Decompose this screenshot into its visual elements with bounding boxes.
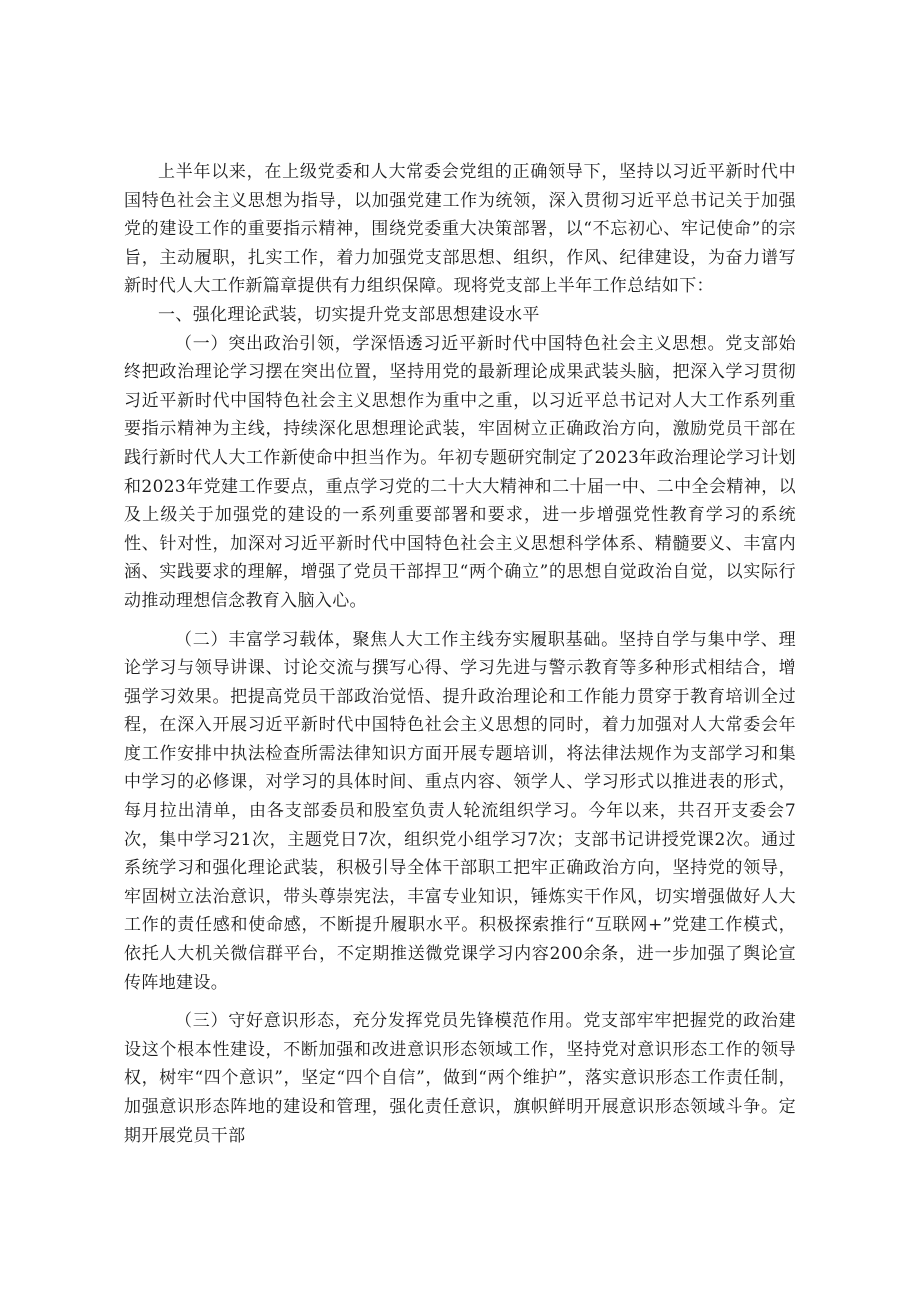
section-heading: 一、强化理论武装，切实提升党支部思想建设水平 (158, 304, 540, 325)
paragraph-2: （二）丰富学习载体，聚焦人大工作主线夯实履职基础。坚持自学与集中学、理论学习与领导讲课、讨论交流与撰写心得、学习先进与警示教育等多种形式相结合，增强学习效果。把提高党员干部政治觉悟、提升政治理论和工作能力贯穿于教育培训全过程，在深入开展习近平新时代中国特色社会主义思想的同时，着力加强对人大常委会年度工作安排中执法检查所需法律知识方面开展专题培训，将法律法规作为支部学习和集中学习的必修课，对学习的具体时间、重点内容、领学人、学习形式以推进表的形式，每月拉出清单，由各支部委员和股室负责人轮流组织学习。今年以来，共召开支委会7次，集中学习21次，主题党日7次，组织党小组学习7次；支部书记讲授党课2次。通过系统学习和强化理论武装，积极引导全体干部职工把牢正确政治方向，坚持党的领导，牢固树立法治意识，带头尊崇宪法，丰富专业知识，锤炼实干作风，切实增强做好人大工作的责任感和使命感，不断提升履职水平。积极探索推行“互联网+”党建工作模式，依托人大机关微信群平台，不定期推送微党课学习内容200余条，进一步加强了舆论宣传阵地建设。 (124, 629, 796, 993)
intro-paragraph: 上半年以来，在上级党委和人大常委会党组的正确领导下，坚持以习近平新时代中国特色社会主义思想为指导，以加强党建工作为统领，深入贯彻习近平总书记关于加强党的建设工作的重要指示精神，围绕党委重大决策部署，以“不忘初心、牢记使命”的宗旨，主动履职，扎实工作，着力加强党支部思想、组织，作风、纪律建设，为奋力谱写新时代人大工作新篇章提供有力组织保障。现将党支部上半年工作总结如下： (124, 162, 796, 297)
paragraph-3: （三）守好意识形态，充分发挥党员先锋模范作用。党支部牢牢把握党的政治建设这个根本性建设，不断加强和改进意识形态领域工作，坚持党对意识形态工作的领导权，树牢“四个意识”，坚定“四个自信”，做到“两个维护”，落实意识形态工作责任制，加强意识形态阵地的建设和管理，强化责任意识，旗帜鲜明开展意识形态领域斗争。定期开展党员干部 (124, 1011, 796, 1146)
paragraph-1: （一）突出政治引领，学深悟透习近平新时代中国特色社会主义思想。党支部始终把政治理论学习摆在突出位置，坚持用党的最新理论成果武装头脑，把深入学习贯彻习近平新时代中国特色社会主义思想作为重中之重，以习近平总书记对人大工作系列重要指示精神为主线，持续深化思想理论武装，牢固树立正确政治方向，激励党员干部在践行新时代人大工作新使命中担当作为。年初专题研究制定了2023年政治理论学习计划和2023年党建工作要点，重点学习党的二十大大精神和二十届一中、二中全会精神，以及上级关于加强党的建设的一系列重要部署和要求，进一步增强党性教育学习的系统性、针对性，加深对习近平新时代中国特色社会主义思想科学体系、精髓要义、丰富内涵、实践要求的理解，增强了党员干部捍卫“两个确立”的思想自觉政治自觉，以实际行动推动理想信念教育入脑入心。 (124, 333, 796, 611)
document-body (124, 158, 796, 1150)
